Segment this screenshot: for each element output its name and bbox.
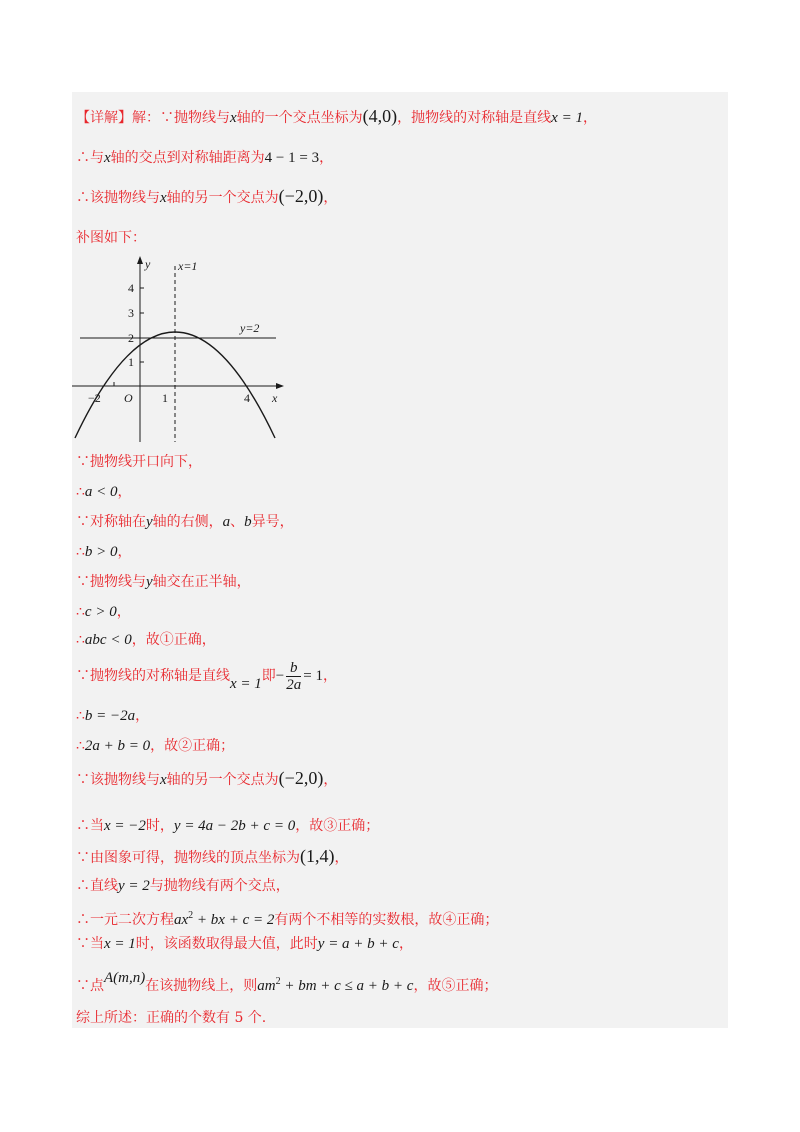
text: ∴ (76, 604, 85, 620)
text: ∴ (76, 484, 85, 500)
text: ∵该抛物线与 (76, 772, 160, 788)
text: 在该抛物线上，则 (145, 978, 258, 994)
math: a (222, 514, 231, 530)
text: ∵当 (76, 936, 104, 952)
text: 轴的交点到对称轴距离为 (110, 150, 265, 166)
math: y (146, 574, 153, 590)
math: = 1 (303, 668, 323, 684)
text: 抛物线的对称轴是直线 (90, 668, 230, 684)
text: 异号， (251, 514, 294, 530)
line-7 (76, 512, 294, 532)
math: x = 1 (230, 676, 262, 692)
math: 4 − 1 = 3 (264, 150, 320, 166)
text: 、 (230, 514, 245, 530)
text: 综上所述：正确的个数有 5 个. (76, 1010, 267, 1026)
text: 即 (261, 668, 276, 684)
text: ∴ (76, 708, 85, 724)
math: x (160, 190, 167, 206)
text: ∵由图象可得，抛物线的顶点坐标为 (76, 850, 300, 866)
text: ， (323, 190, 338, 206)
text: ， (334, 850, 349, 866)
text: ∴当 (76, 818, 104, 834)
math: am (257, 978, 276, 994)
numerator: b (286, 660, 301, 677)
y-tick-label: 3 (128, 306, 134, 320)
line-17 (76, 846, 349, 868)
parabola-graph (72, 252, 288, 444)
line-5 (76, 452, 202, 472)
line-14 (76, 736, 234, 756)
y-axis-label: y (145, 257, 151, 271)
math: x (104, 150, 111, 166)
line-12 (76, 658, 337, 702)
text: 轴的右侧， (152, 514, 223, 530)
text: 轴交在正半轴， (152, 574, 251, 590)
math: y = a + b + c (317, 936, 399, 952)
text: ，故⑤正确； (413, 978, 498, 994)
line-6 (76, 482, 132, 502)
math: − (275, 668, 285, 684)
text: 时， (145, 818, 174, 834)
math: (4,0) (362, 106, 398, 126)
text: ∴ (76, 632, 85, 648)
math: x = 1 (551, 110, 583, 126)
x-tick-label: 4 (244, 391, 250, 405)
math: x = 1 (104, 936, 136, 952)
text: 轴的另一个交点为 (166, 772, 279, 788)
text: ， (117, 544, 132, 560)
text: ， (322, 668, 337, 684)
text: 补图如下： (76, 230, 146, 246)
math: (−2,0) (278, 768, 324, 788)
y-arrow-icon (137, 256, 143, 264)
line-3 (76, 186, 337, 208)
text: ∴一元二次方程 (76, 912, 174, 928)
line-4 (76, 228, 146, 248)
math: x (230, 110, 237, 126)
text: ∴ (76, 544, 85, 560)
math: y = 2 (118, 878, 150, 894)
line-8 (76, 542, 132, 562)
math: ax (174, 912, 189, 928)
text: ，故③正确； (295, 818, 380, 834)
text: 与抛物线有两个交点， (149, 878, 290, 894)
text: 有两个不相等的实数根，故④正确； (274, 912, 499, 928)
symmetry-label: x=1 (178, 259, 198, 273)
y-tick-label: 2 (128, 331, 134, 345)
math: 2a + b = 0 (84, 738, 151, 754)
line-1 (76, 106, 597, 128)
line-21 (76, 964, 497, 1000)
text: ∴直线 (76, 878, 118, 894)
line-2 (76, 148, 333, 168)
math: A(m,n) (104, 970, 146, 986)
text: ，抛物线的对称轴是直线 (397, 110, 552, 126)
text: ， (323, 772, 338, 788)
text: 轴的一个交点坐标为 (236, 110, 363, 126)
text: ， (117, 484, 132, 500)
math: x (160, 772, 167, 788)
origin-label: O (124, 391, 133, 405)
text: ∴与 (76, 150, 104, 166)
text: 轴的另一个交点为 (166, 190, 279, 206)
text: ， (398, 936, 413, 952)
superscript: 2 (188, 910, 194, 921)
text: ∴ (76, 738, 85, 754)
text: 【详解】解：∵抛物线与 (76, 110, 230, 126)
line-13 (76, 706, 149, 726)
denominator: 2a (286, 676, 302, 693)
text: ∵抛物线与 (76, 574, 146, 590)
math: b > 0 (84, 544, 118, 560)
math: x = −2 (104, 818, 146, 834)
line-9 (76, 572, 251, 592)
fraction (286, 660, 301, 693)
math: b = −2a (84, 708, 136, 724)
superscript: 2 (275, 976, 281, 987)
line-20 (76, 934, 413, 954)
math: abc < 0 (84, 632, 132, 648)
math: y (146, 514, 153, 530)
text: ∴该抛物线与 (76, 190, 160, 206)
math: a < 0 (84, 484, 118, 500)
math: y = 4a − 2b + c = 0 (173, 818, 296, 834)
math: + bx + c = 2 (193, 912, 275, 928)
line-16 (76, 816, 379, 836)
text: 时，该函数取得最大值，此时 (135, 936, 318, 952)
line-22 (76, 1008, 266, 1028)
x-arrow-icon (276, 383, 284, 389)
x-tick-label: 1 (162, 391, 168, 405)
text: ∵点 (76, 978, 104, 994)
x-axis-label: x (272, 391, 278, 405)
line-19 (76, 906, 498, 930)
text: ∵ (76, 668, 90, 684)
line-10 (76, 602, 131, 622)
y-tick-label: 4 (128, 281, 134, 295)
text: ，故②正确； (150, 738, 235, 754)
y-tick-label: 1 (128, 355, 134, 369)
text: ∵抛物线开口向下， (76, 454, 202, 470)
line-y2-label: y=2 (240, 321, 260, 335)
text: ∵对称轴在 (76, 514, 146, 530)
text: ， (135, 708, 150, 724)
line-18 (76, 876, 290, 896)
text: ， (319, 150, 334, 166)
math: c > 0 (84, 604, 117, 620)
line-11 (76, 630, 216, 650)
math: (−2,0) (278, 186, 324, 206)
x-tick-label: −2 (88, 391, 101, 405)
line-15 (76, 768, 337, 790)
text: ，故①正确， (131, 632, 216, 648)
math: + bm + c ≤ a + b + c (280, 978, 414, 994)
math: b (244, 514, 252, 530)
text: ， (116, 604, 131, 620)
text: ， (582, 110, 597, 126)
math: (1,4) (300, 846, 335, 866)
